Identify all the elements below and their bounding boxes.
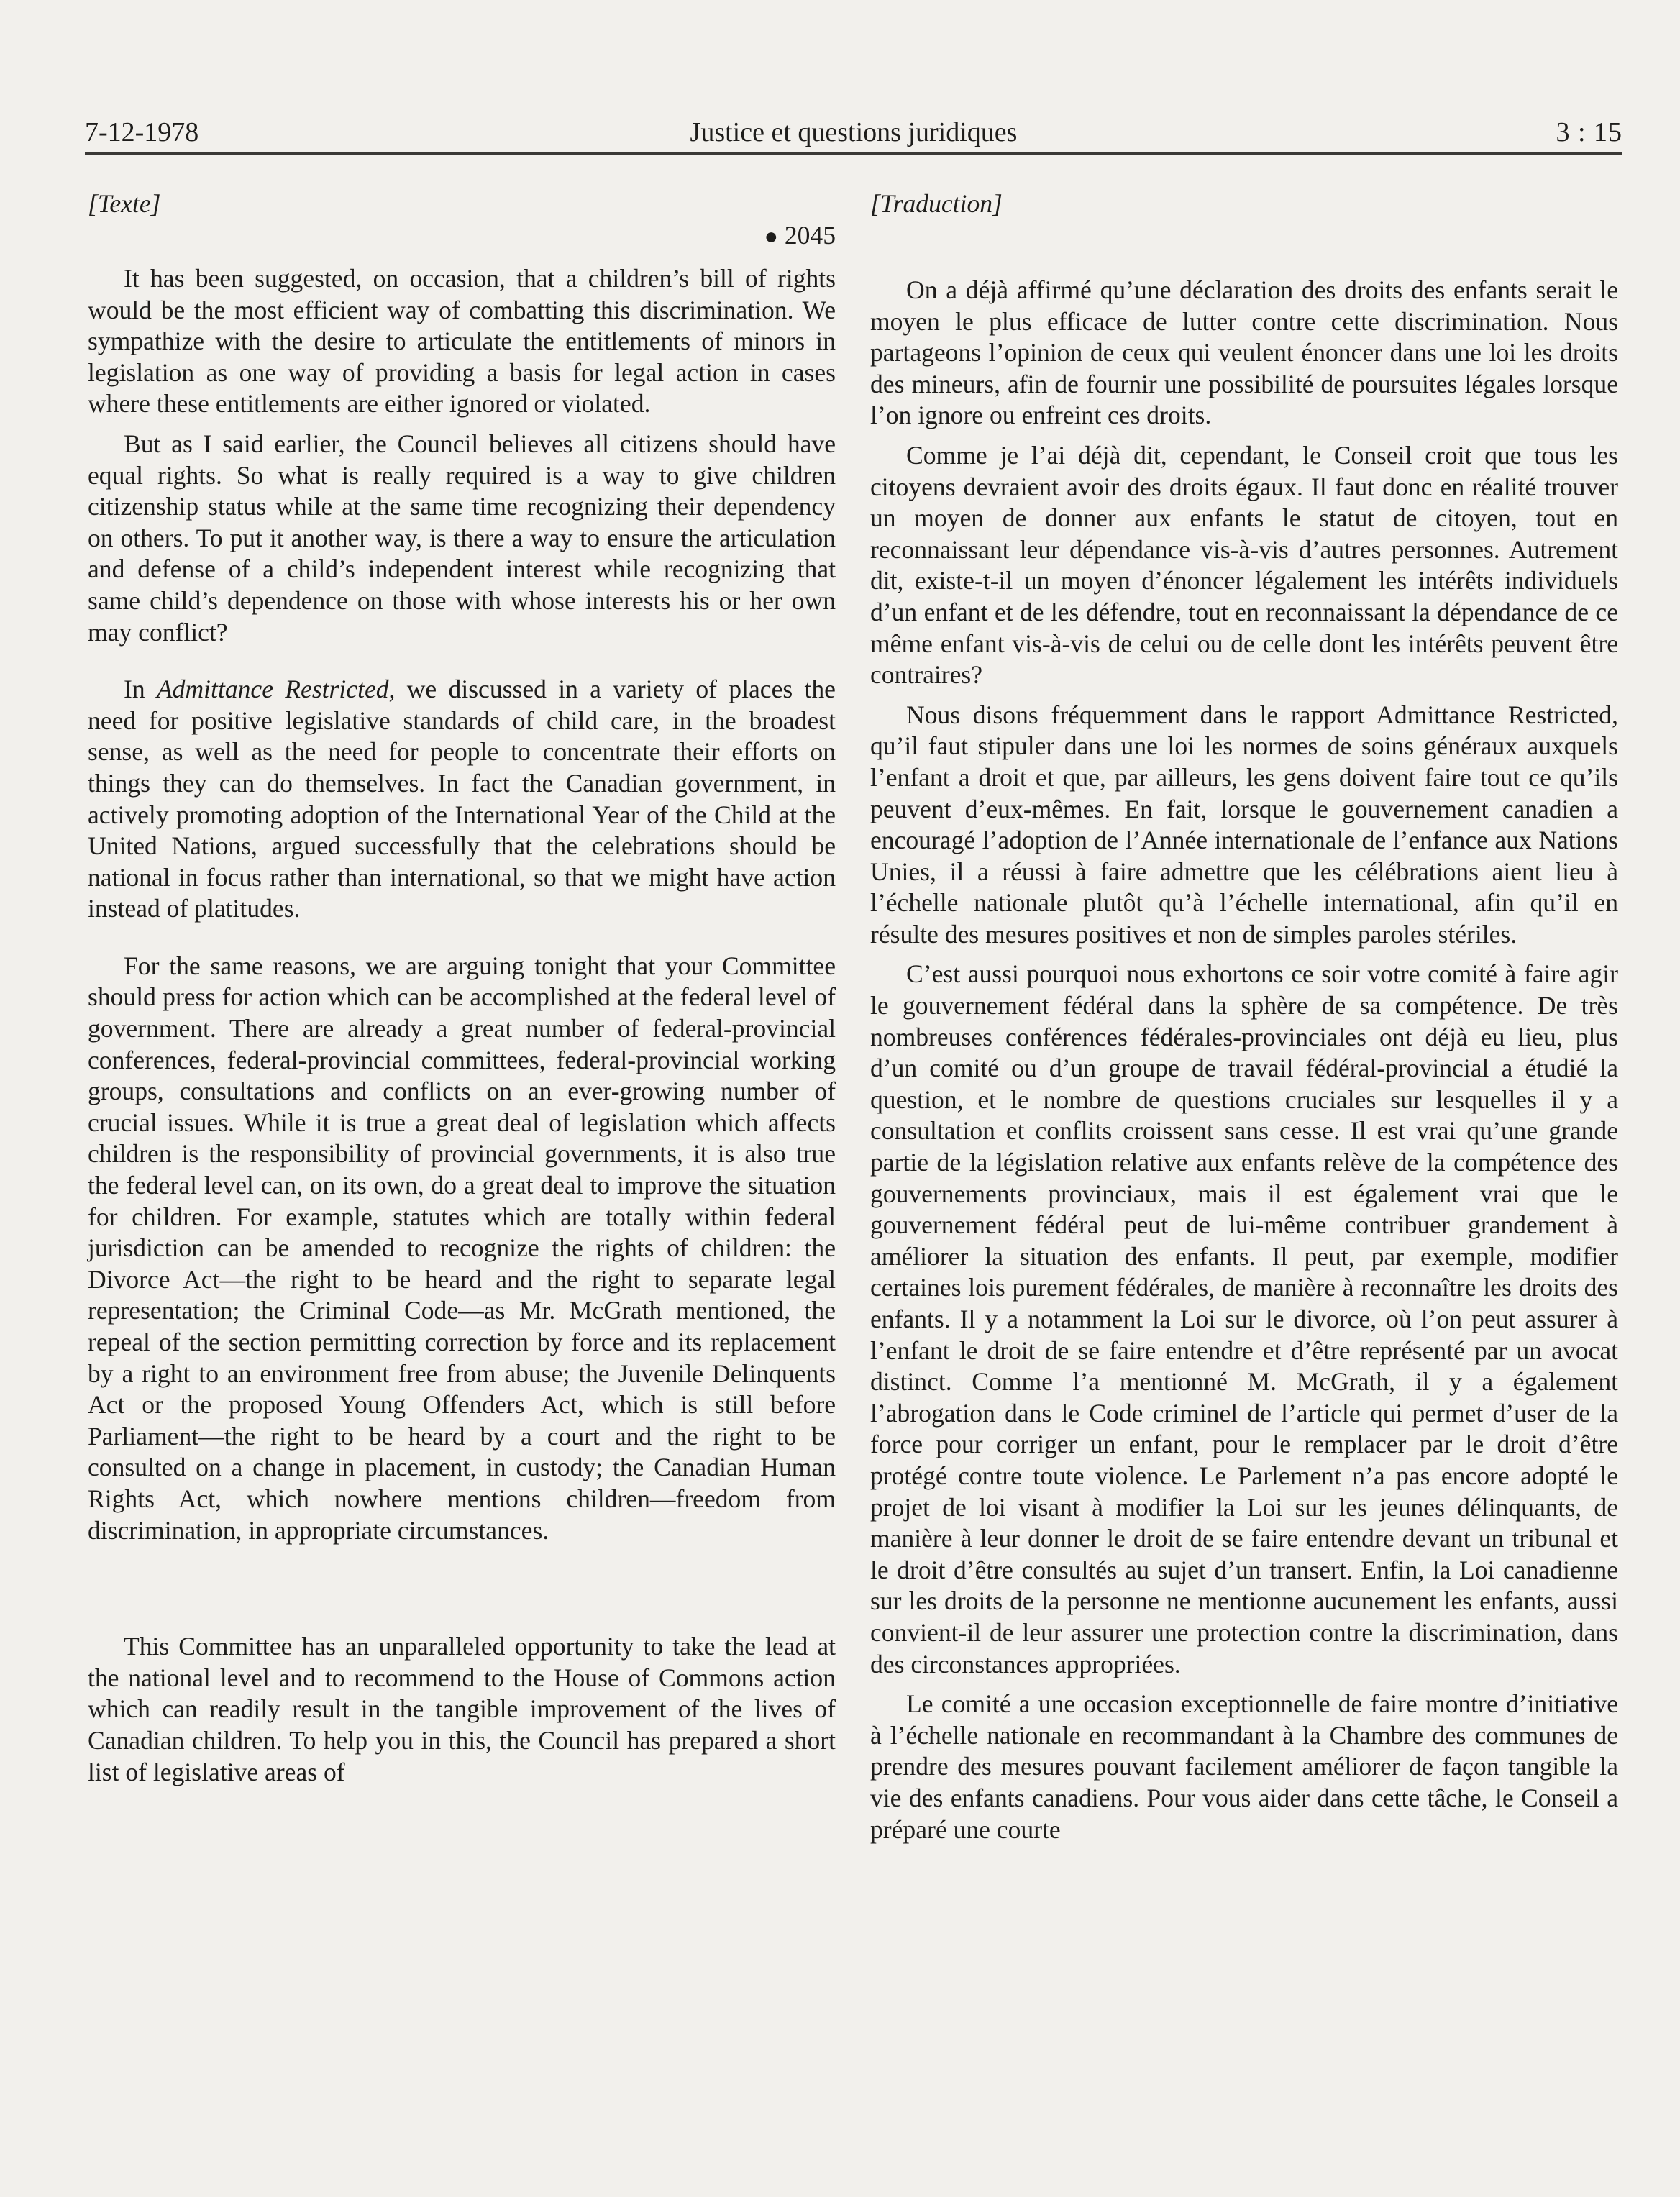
header-page-number: 3 : 15 — [1556, 117, 1622, 147]
paragraph: C’est aussi pourquoi nous exhortons ce soir votre comité à faire agir le gouvernement fédéral dans la sphère de sa compétence. De très nombreuses conférences fédérales-provinciales ont déjà eu lieu, plus d’un comité ou d’un groupe de travail fédéral-provincial a étudié la question, et le nombre de questions cruciales sur lesquelles il y a consultation et conflits croissent sans cesse. Il est vrai qu’une grande partie de la législation relative aux enfants relève de la compétence des gouvernements provinciaux, mais il est également vrai que le gouvernement fédéral peut de lui-même contribuer grandement à améliorer la situation des enfants. Il peut, par exemple, modifier certaines lois purement fédérales, de manière à reconnaître les droits des enfants. Il y a notamment la Loi sur le divorce, où l’on peut assurer à l’enfant le droit de se faire entendre et d’être représenté par un avocat distinct. Comme l’a mentionné M. McGrath, il y a également l’abrogation dans le Code criminel de l’article qui permet d’user de la force pour corriger un enfant, pour le remplacer par le droit d’être protégé contre toute violence. Le Parlement n’a pas encore adopté le projet de loi visant à modifier la Loi sur les jeunes délinquants, de manière à leur donner le droit de se faire entendre devant un tribunal et le droit d’être consultés au sujet d’un transert. Enfin, la Loi canadienne sur les droits de la personne ne mentionne aucunement les enfants, aussi convient-il de leur assurer une protection contre la discrimination, dans des circonstances appropriées. — [870, 959, 1618, 1678]
paragraph: For the same reasons, we are arguing tonight that your Committee should press for action which can be accomplished at the federal level of government. There are already a great number of federal-provincial conferences, federal-provincial committees, federal-provincial working groups, consultations and conflicts on an ever-growing number of crucial issues. While it is true a great deal of legislation which affects children is the responsibility of provincial governments, it is also true the federal level can, on its own, do a great deal to improve the situation for children. For example, statutes which are totally within federal jurisdiction can be amended to recognize the rights of children: the Divorce Act—the right to be heard and the right to separate legal representation; the Criminal Code—as Mr. McGrath mentioned, the repeal of the section permitting correction by force and its replacement by a right to an environment free from abuse; the Juvenile Delinquents Act or the proposed Young Offenders Act, which is still before Parliament—the right to be heard by a court and the right to be consulted on a change in placement, in custody; the Canadian Human Rights Act, which nowhere mentions children—freedom from discrimination, in appropriate circumstances. — [88, 951, 836, 1545]
text-label: [Texte] — [88, 189, 161, 218]
paragraph — [88, 674, 836, 925]
page-header — [85, 117, 1622, 155]
paragraph: It has been suggested, on occasion, that a children’s bill of rights would be the most efficient way of combatting this discrimination. We sympathize with the desire to articulate the entitlements of minors in legislation as one way of providing a basis for legal action in cases where these entitlements are either ignored or violated. — [88, 264, 836, 419]
bullet-icon: ● — [764, 223, 778, 249]
report-title: Admittance Restricted — [156, 675, 389, 704]
header-date: 7-12-1978 — [85, 117, 199, 147]
time-marker-value: 2045 — [784, 221, 836, 250]
english-column — [88, 188, 836, 1788]
time-marker — [88, 220, 836, 255]
paragraph: This Committee has an unparalleled opportunity to take the lead at the national level and to recommend to the House of Commons action which can readily result in the tangible improvement of the lives of Canadian children. To help you in this, the Council has prepared a short list of legislative areas of — [88, 1632, 836, 1786]
french-column — [870, 188, 1618, 1845]
translation-label: [Traduction] — [870, 189, 1003, 218]
paragraph-rest: , we discussed in a variety of places the need for positive legislative standards of child care, in the broadest sense, as well as the need for people to concentrate their efforts on things they can do themselves. In fact the Canadian government, in actively promoting adoption of the International Year of the Child at the United Nations, argued successfully that the celebrations should be national in focus rather than international, so that we might have action instead of platitudes. — [88, 675, 836, 923]
paragraph: But as I said earlier, the Council believes all citizens should have equal rights. So what is really required is a way to give children citizenship status while at the same time recognizing their dependency on others. To put it another way, is there a way to ensure the articulation and defense of a child’s independent interest while recognizing that same child’s dependence on those with whose interests his or her own may conflict? — [88, 429, 836, 647]
paragraph: Comme je l’ai déjà dit, cependant, le Conseil croit que tous les citoyens devraient avoir des droits égaux. Il faut donc en réalité trouver un moyen de donner aux enfants le statut de citoyen, tout en reconnaissant leur dépendance vis-à-vis d’autres personnes. Autrement dit, existe-t-il un moyen d’énoncer légalement les intérêts individuels d’un enfant et de les défendre, tout en reconnaissant la dépendance de ce même enfant vis-à-vis de celui ou de celle dont les intérêts peuvent être contraires? — [870, 440, 1618, 690]
paragraph-lead: In — [124, 675, 157, 704]
header-title: Justice et questions juridiques — [690, 117, 1018, 147]
paragraph: Le comité a une occasion exceptionnelle de faire montre d’initiative à l’échelle nationale en recommandant à la Chambre des communes de prendre des mesures pouvant facilement améliorer de façon tangible la vie des enfants canadiens. Pour vous aider dans cette tâche, le Conseil a préparé une courte — [870, 1689, 1618, 1844]
paragraph: Nous disons fréquemment dans le rapport Admittance Restricted, qu’il faut stipuler dans une loi les normes de soins généraux auxquels l’enfant a droit et que, par ailleurs, les gens doivent faire tout ce qu’ils peuvent d’eux-mêmes. En fait, lorsque le gouvernement canadien a encouragé l’adoption de l’Année internationale de l’enfance aux Nations Unies, il a réussi à faire admettre que les célébrations aient lieu à l’échelle nationale plutôt qu’à l’échelle international, afin qu’il en résulte des mesures positives et non de simples paroles stériles. — [870, 700, 1618, 949]
paragraph: On a déjà affirmé qu’une déclaration des droits des enfants serait le moyen le plus efficace de lutter contre cette discrimination. Nous partageons l’opinion de ceux qui veulent énoncer dans une loi les droits des mineurs, afin de fournir une possibilité de poursuites légales lorsque l’on ignore ou enfreint ces droits. — [870, 275, 1618, 430]
